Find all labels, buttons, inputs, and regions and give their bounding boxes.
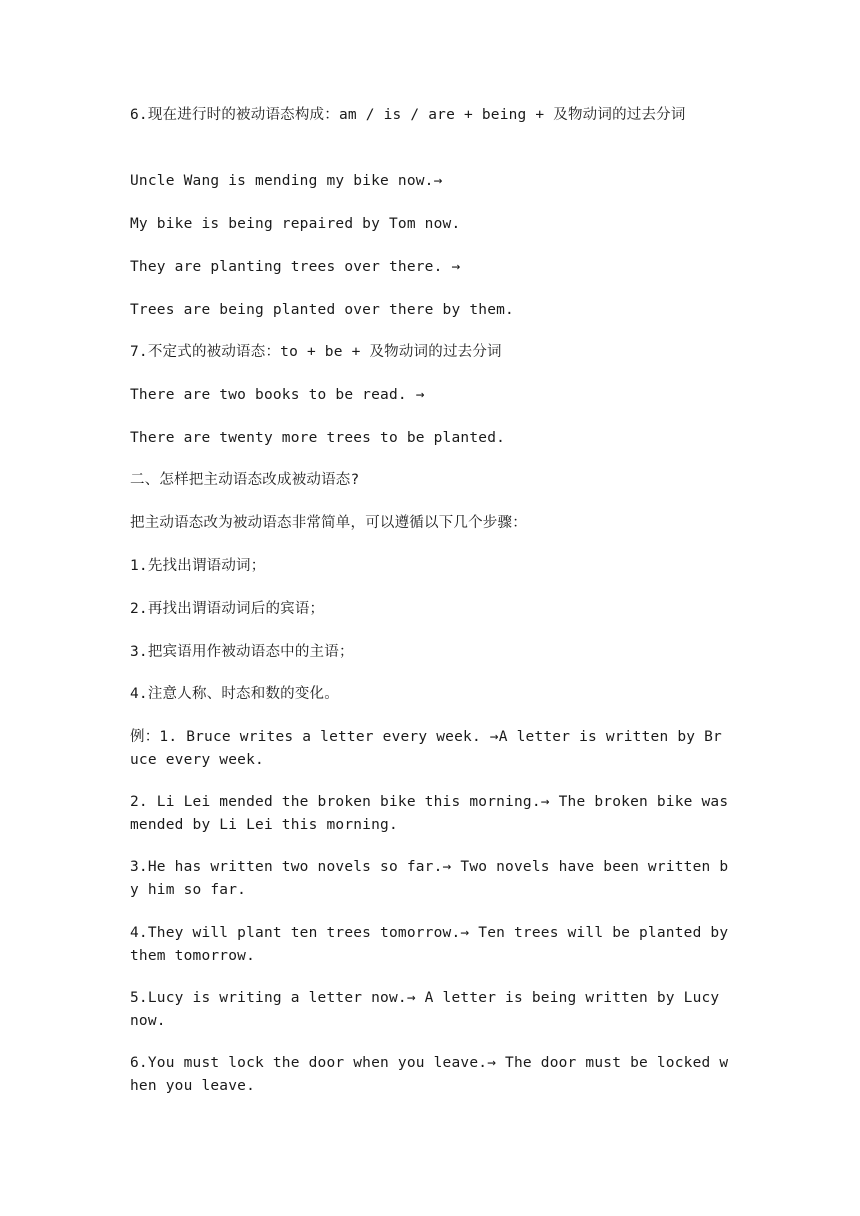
heading-present-continuous-passive: 6.现在进行时的被动语态构成：am / is / are + being + 及物动词的过去分词 <box>130 107 686 123</box>
example-sentence: There are two books to be read. → <box>130 387 425 403</box>
example-item: 5.Lucy is writing a letter now.→ A letter is being written by Lucy now. <box>130 990 729 1029</box>
example-item: 4.They will plant ten trees tomorrow.→ Ten trees will be planted by them tomorrow. <box>130 925 738 964</box>
example-sentence: Trees are being planted over there by them. <box>130 302 514 318</box>
step-item: 2.再找出谓语动词后的宾语； <box>130 601 325 617</box>
heading-infinitive-passive: 7.不定式的被动语态：to + be + 及物动词的过去分词 <box>130 344 502 360</box>
example-sentence: My bike is being repaired by Tom now. <box>130 216 461 232</box>
example-item: 6.You must lock the door when you leave.→ The door must be locked when you leave. <box>130 1055 729 1094</box>
example-item: 例：1. Bruce writes a letter every week. →A letter is written by Bruce every week. <box>130 729 722 768</box>
example-item: 2. Li Lei mended the broken bike this morning.→ The broken bike was mended by Li Lei this morning. <box>130 794 738 833</box>
example-sentence: They are planting trees over there. → <box>130 259 461 275</box>
example-item: 3.He has written two novels so far.→ Two novels have been written by him so far. <box>130 859 729 898</box>
section-heading: 二、怎样把主动语态改成被动语态? <box>130 472 360 488</box>
example-sentence: Uncle Wang is mending my bike now.→ <box>130 173 443 189</box>
paragraph: 把主动语态改为被动语态非常简单，可以遵循以下几个步骤： <box>130 515 527 531</box>
step-item: 3.把宾语用作被动语态中的主语； <box>130 644 354 660</box>
step-item: 1.先找出谓语动词； <box>130 558 266 574</box>
step-item: 4.注意人称、时态和数的变化。 <box>130 686 339 702</box>
example-sentence: There are twenty more trees to be planted. <box>130 430 506 446</box>
